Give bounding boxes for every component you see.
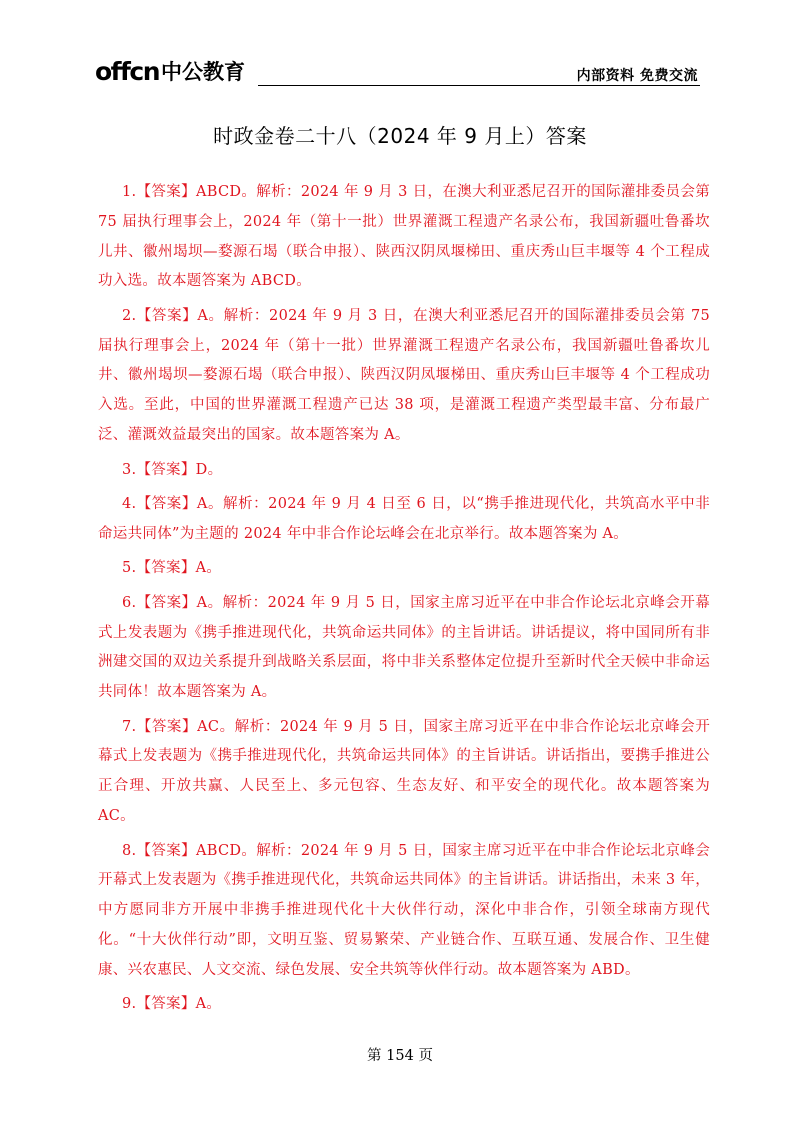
answers-list [98, 178, 710, 1025]
header-rule [258, 85, 700, 86]
answer-item [98, 837, 710, 986]
answer-item [98, 554, 710, 584]
page-header [95, 58, 700, 88]
answer-text: 【答案】A。 [136, 560, 222, 577]
answer-item [98, 456, 710, 486]
answer-item [98, 713, 710, 832]
logo-cn-text: 中公教育 [161, 60, 246, 84]
answer-item [98, 302, 710, 451]
answer-number: 2. [122, 307, 137, 324]
answer-text: 【答案】A。 [136, 996, 222, 1013]
answer-text: 【答案】A。解析：2024 年 9 月 3 日，在澳大利亚悉尼召开的国际灌排委员会第 75 届执行理事会上，2024 年（第十一批）世界灌溉工程遗产名录公布，我国新疆吐鲁番坎儿井、徽州堨坝—婺源石堨（联合申报）、陕西汉阴凤堰梯田、重庆秀山巨丰堰等 4 个工程成功入选。至此，中国的世界灌溉工程遗产已达 38 项，是灌溉工程遗产类型最丰富、分布最广泛、灌溉效益最突出的国家。故本题答案为 A。 [98, 307, 710, 444]
answer-text: 【答案】A。解析：2024 年 9 月 4 日至 6 日，以“携手推进现代化，共筑高水平中非命运共同体”为主题的 2024 年中非合作论坛峰会在北京举行。故本题答案为 A。 [98, 496, 710, 542]
document-title: 时政金卷二十八（2024 年 9 月上）答案 [213, 124, 587, 148]
answer-item [98, 178, 710, 297]
answer-number: 1. [122, 184, 137, 200]
answer-number: 3. [122, 461, 137, 478]
logo-text: offcn [95, 57, 160, 86]
answer-number: 4. [122, 496, 137, 513]
header-note: 内部资料 免费交流 [576, 68, 698, 84]
answer-item [98, 589, 710, 708]
answer-number: 6. [122, 594, 137, 611]
answer-text: 【答案】D。 [136, 461, 223, 478]
answer-text: 【答案】AC。解析：2024 年 9 月 5 日，国家主席习近平在中非合作论坛北京峰会开幕式上发表题为《携手推进现代化，共筑命运共同体》的主旨讲话。讲话指出，要携手推进公正合理、开放共赢、人民至上、多元包容、生态友好、和平安全的现代化。故本题答案为 AC。 [98, 718, 710, 825]
offcn-logo [95, 58, 245, 86]
answer-number: 9. [122, 996, 137, 1013]
answer-number: 8. [122, 842, 137, 859]
answer-text: 【答案】A。解析：2024 年 9 月 5 日，国家主席习近平在中非合作论坛北京峰会开幕式上发表题为《携手推进现代化，共筑命运共同体》的主旨讲话。讲话提议，将中国同所有非洲建交国的双边关系提升到战略关系层面，将中非关系整体定位提升至新时代全天候中非命运共同体！故本题答案为 A。 [98, 594, 710, 701]
page-number: 第 154 页 [367, 1048, 433, 1064]
answer-number: 5. [122, 560, 137, 577]
answer-text: 【答案】ABCD。解析：2024 年 9 月 3 日，在澳大利亚悉尼召开的国际灌排委员会第 75 届执行理事会上，2024 年（第十一批）世界灌溉工程遗产名录公布，我国新疆吐鲁番坎儿井、徽州堨坝—婺源石堨（联合申报）、陕西汉阴凤堰梯田、重庆秀山巨丰堰等 4 个工程成功入选。故本题答案为 ABCD。 [98, 184, 710, 290]
answer-text: 【答案】ABCD。解析：2024 年 9 月 5 日，国家主席习近平在中非合作论坛北京峰会开幕式上发表题为《携手推进现代化，共筑命运共同体》的主旨讲话。讲话指出，未来 3 年，中方愿同非方开展中非携手推进现代化十大伙伴行动，深化中非合作，引领全球南方现代化。“十大伙伴行动”即，文明互鉴、贸易繁荣、产业链合作、互联互通、发展合作、卫生健康、兴农惠民、人文交流、绿色发展、安全共筑等伙伴行动。故本题答案为 ABD。 [98, 842, 710, 978]
answer-item [98, 990, 710, 1020]
answer-number: 7. [122, 718, 137, 735]
answer-item [98, 490, 710, 550]
